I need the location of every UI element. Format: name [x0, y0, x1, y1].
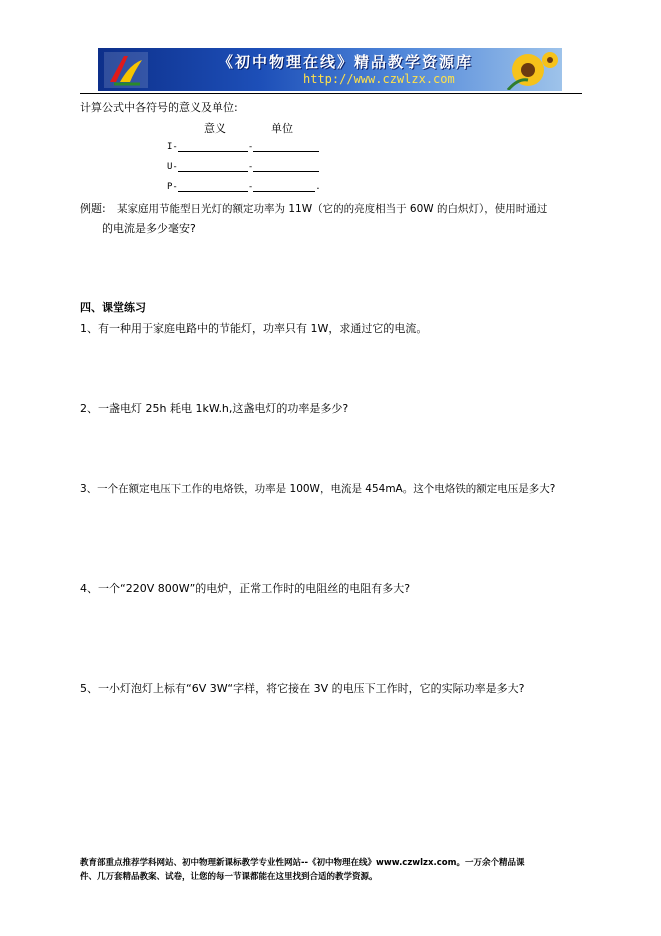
question-4: 4、一个“220V 800W”的电炉，正常工作时的电阻丝的电阻有多大? [80, 582, 411, 595]
header-unit: 单位 [271, 122, 293, 135]
header-divider [80, 93, 582, 94]
question-3: 3、一个在额定电压下工作的电烙铁，功率是 100W，电流是 454mA。这个电烙铁的额定电压是多大? [80, 483, 556, 495]
unit-blank[interactable] [253, 161, 319, 172]
sunflower-icon [488, 50, 558, 90]
example-line-1: 某家庭用节能型日光灯的额定功率为 11W（它的的亮度相当于 60W 的白炽灯），使用时通过 [117, 203, 548, 215]
symbol-label: I- [167, 142, 178, 152]
question-5: 5、一小灯泡灯上标有“6V 3W“字样，将它接在 3V 的电压下工作时，它的实际功率是多大? [80, 682, 525, 695]
symbol-row-i [167, 141, 319, 152]
period: . [315, 182, 321, 192]
example-label: 例题: [80, 202, 106, 215]
meaning-blank[interactable] [178, 161, 248, 172]
header-banner [98, 48, 562, 91]
separator: - [247, 162, 254, 172]
meaning-blank[interactable] [178, 181, 248, 192]
symbol-label: U- [167, 162, 178, 172]
unit-blank[interactable] [253, 181, 315, 192]
separator: - [247, 182, 254, 192]
question-2: 2、一盏电灯 25h 耗电 1kW.h,这盏电灯的功率是多少? [80, 402, 349, 415]
question-1: 1、有一种用于家庭电路中的节能灯，功率只有 1W，求通过它的电流。 [80, 322, 428, 335]
example-line-2: 的电流是多少毫安? [102, 222, 196, 235]
section-title: 四、课堂练习 [80, 301, 146, 314]
symbol-row-u [167, 161, 319, 172]
header-title: 《初中物理在线》精品教学资源库 [218, 53, 474, 71]
separator: - [247, 142, 254, 152]
footer [80, 856, 582, 884]
symbol-label: P- [167, 182, 178, 192]
footer-line-1: 教育部重点推荐学科网站、初中物理新课标教学专业性网站--《初中物理在线》www.czwlzx.com。一万余个精品课 [80, 858, 525, 868]
unit-blank[interactable] [253, 141, 319, 152]
symbol-row-p [167, 181, 321, 192]
intro-text: 计算公式中各符号的意义及单位: [80, 101, 238, 114]
header-url[interactable]: http://www.czwlzx.com [303, 72, 455, 86]
header-meaning: 意义 [204, 122, 226, 135]
logo-icon [104, 52, 148, 88]
meaning-blank[interactable] [178, 141, 248, 152]
footer-line-2: 件、几万套精品教案、试卷，让您的每一节课都能在这里找到合适的教学资源。 [80, 872, 378, 882]
